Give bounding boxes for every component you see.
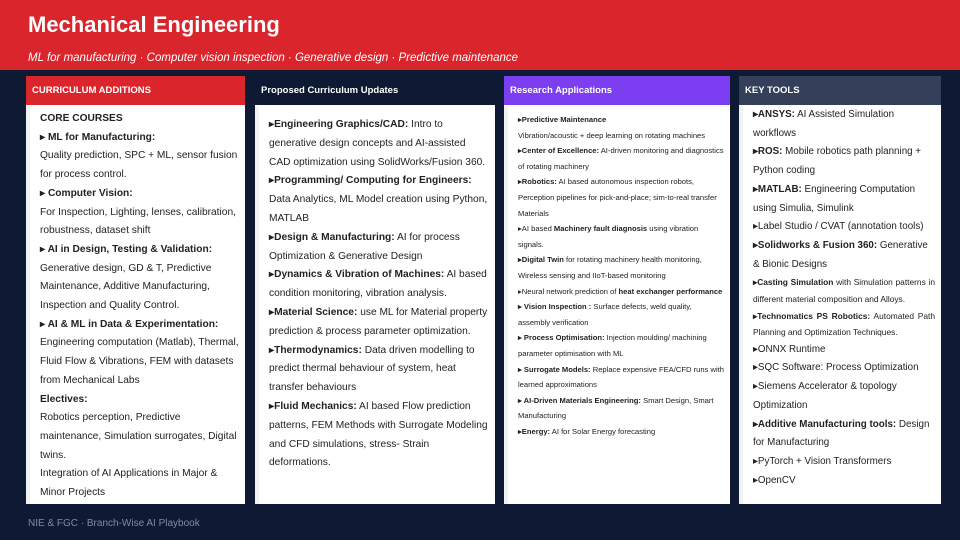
line-text: ▸ONNX Runtime [753, 343, 826, 355]
line-text: ▸Neural network prediction of [518, 286, 619, 296]
card-line [518, 112, 724, 128]
line-heading: ▸ AI-Driven Materials Engineering: [518, 395, 641, 405]
card-line [40, 316, 239, 335]
card-line [753, 416, 935, 453]
line-text: AI Assisted Simulation workflows [753, 109, 895, 139]
line-text: Smart Design, Smart Manufacturing [518, 395, 714, 421]
card-title: Proposed Curriculum Updates [255, 76, 495, 105]
line-heading: ▸Center of Excellence: [518, 146, 600, 156]
card-body [255, 106, 495, 504]
card-line [753, 237, 935, 274]
card-line [753, 106, 935, 143]
card-line [518, 393, 724, 424]
page-subtitle: ML for manufacturing · Computer vision inspection · Generative design · Predictive maintenance [28, 52, 519, 64]
line-text: Integration of AI Applications in Major & Minor Projects [40, 468, 218, 499]
card-line [40, 241, 239, 260]
line-text: AI based Flow prediction patterns, FEM Methods with Surrogate Modeling and CFD simulations, stress- Strain deformations. [269, 400, 488, 469]
card-title: Research Applications [504, 76, 730, 105]
card-line [518, 174, 724, 205]
line-text: Generative design, GD & T, Predictive Maintenance, Additive Manufacturing, Inspection and Quality Control. [40, 262, 212, 312]
line-heading: ▸Design & Manufacturing: [269, 231, 395, 243]
card-line [753, 181, 935, 218]
line-text: ▸OpenCV [753, 474, 796, 486]
card-line [753, 472, 935, 491]
card-line [269, 266, 489, 304]
card-line [518, 206, 724, 222]
card-body [26, 106, 245, 504]
line-heading: ▸Thermodynamics: [269, 344, 362, 356]
card-key-tools [739, 76, 941, 504]
line-text: Generative & Bionic Designs [753, 239, 928, 270]
line-text: Intro to generative design concepts and AI-assisted CAD optimization using SolidWorks/Fusion 360. [269, 119, 486, 168]
line-heading: ▸Robotics: [518, 177, 557, 187]
line-text: Mobile robotics path planning + Python coding [753, 146, 922, 177]
card-line [518, 128, 724, 144]
card-line [753, 453, 935, 472]
card-line [753, 341, 935, 360]
line-heading: ▸Digital Twin [518, 255, 564, 265]
line-heading: Electives: [40, 393, 88, 405]
card-line [269, 116, 489, 172]
card-line [518, 221, 724, 252]
line-heading: heat exchanger performance [618, 286, 723, 296]
line-text: Injection moulding/ machining parameter optimisation with ML [518, 333, 707, 358]
line-text: Data Analytics, ML Model creation using Python, MATLAB [269, 194, 488, 224]
line-text: ▸SQC Software: Process Optimization [753, 362, 919, 374]
line-text: Surface defects, weld quality, assembly verification [518, 302, 692, 327]
line-heading: ▸ROS: [753, 146, 783, 158]
line-text: Engineering Computation using Simulia, Simulink [753, 183, 916, 214]
line-heading: ▸Material Science: [269, 306, 358, 318]
line-text: Replace expensive FEA/CFD runs with learned approximations [518, 364, 724, 390]
card-line [40, 147, 239, 184]
card-line [40, 129, 239, 148]
line-text: For Inspection, Lighting, lenses, calibration, robustness, dataset shift [40, 206, 236, 237]
card-line [40, 204, 239, 241]
card-line [269, 172, 489, 228]
line-heading: ▸Technomatics PS Robotics: [753, 310, 871, 321]
page-title: Mechanical Engineering [28, 12, 280, 37]
line-text: ▸Label Studio / CVAT (annotation tools) [753, 221, 924, 233]
line-text: Quality prediction, SPC + ML, sensor fusion for process control. [40, 150, 238, 181]
line-text: ▸Siemens Accelerator & topology Optimization [753, 381, 897, 411]
line-text: ▸AI based [518, 224, 554, 234]
line-heading: Machinery fault diagnosis [553, 224, 648, 234]
line-heading: ▸ ML for Manufacturing: [40, 131, 156, 143]
card-line [518, 424, 724, 440]
line-text: Design for Manufacturing [753, 418, 930, 449]
line-text: ▸PyTorch + Vision Transformers [753, 455, 892, 467]
line-heading: ▸ANSYS: [753, 109, 795, 120]
card-line [753, 378, 935, 415]
card-line [269, 342, 489, 398]
line-heading: ▸Additive Manufacturing tools: [753, 418, 897, 430]
card-line [269, 229, 489, 267]
line-text: for rotating machinery health monitoring, Wireless sensing and IIoT-based monitoring [518, 255, 702, 280]
line-text: Vibration/acoustic + deep learning on rotating machines [518, 130, 706, 140]
line-text: use ML for Material property prediction & process parameter optimization. [269, 306, 488, 337]
card-line [40, 260, 239, 316]
line-text: Data driven modelling to predict thermal behaviour of system, heat transfer behaviours [269, 344, 475, 394]
line-heading: CORE COURSES [40, 113, 123, 124]
line-heading: ▸Dynamics & Vibration of Machines: [269, 269, 445, 281]
line-text: AI for process Optimization & Generative Design [269, 231, 460, 262]
line-heading: ▸Engineering Graphics/CAD: [269, 119, 409, 130]
line-heading: ▸ AI in Design, Testing & Validation: [40, 243, 213, 255]
card-line [753, 359, 935, 378]
card-line [518, 143, 724, 174]
card-line [40, 110, 239, 129]
card-title: KEY TOOLS [739, 76, 941, 105]
card-curriculum-additions [26, 76, 245, 504]
card-research-applications [504, 76, 730, 504]
card-line [40, 334, 239, 390]
card-line [40, 391, 239, 410]
card-line [753, 274, 935, 307]
line-text: Robotics perception, Predictive maintenance, Simulation surrogates, Digital twins. [40, 412, 237, 461]
card-line [518, 362, 724, 393]
line-heading: ▸ Process Optimisation: [518, 333, 605, 343]
line-text: with Simulation patterns in different material composition and Alloys. [753, 277, 935, 304]
card-title: CURRICULUM ADDITIONS [26, 76, 245, 105]
line-heading: ▸Programming/ Computing for Engineers: [269, 175, 472, 187]
line-heading: ▸ AI & ML in Data & Experimentation: [40, 318, 219, 330]
card-line [518, 330, 724, 361]
card-line [518, 252, 724, 283]
line-heading: ▸Solidworks & Fusion 360: [753, 239, 878, 251]
line-heading: ▸Casting Simulation [753, 277, 834, 288]
line-text: AI for Solar Energy forecasting [550, 426, 656, 436]
line-text: using vibration signals. [518, 224, 699, 249]
line-text: Automated Path Planning and Optimization Techniques. [753, 310, 935, 338]
card-line [518, 299, 724, 330]
card-line [753, 218, 935, 237]
line-text: AI-driven monitoring and diagnostics of rotating machinery [518, 146, 724, 171]
line-text: Engineering computation (Matlab), Thermal, Fluid Flow & Vibrations, FEM with datasets from Mechanical Labs [40, 337, 239, 386]
line-text: Materials [518, 208, 549, 218]
card-line [40, 185, 239, 204]
line-heading: ▸Fluid Mechanics: [269, 400, 357, 412]
header-bar [0, 0, 960, 70]
card-line [269, 304, 489, 342]
line-text: AI based autonomous inspection robots, Perception pipelines for pick-and-place; sim-to-real transfer [518, 177, 717, 202]
card-body [739, 106, 941, 504]
card-line [269, 398, 489, 473]
line-heading: ▸ Vision Inspection : [518, 302, 592, 312]
card-line [753, 143, 935, 180]
card-body [504, 106, 730, 504]
line-heading: ▸ Computer Vision: [40, 187, 133, 199]
line-heading: ▸MATLAB: [753, 183, 802, 195]
card-line [753, 308, 935, 341]
line-heading: ▸Predictive Maintenance [518, 115, 607, 124]
card-line [518, 284, 724, 300]
line-heading: ▸Energy: [518, 426, 551, 436]
card-line [40, 465, 239, 502]
line-text: AI based condition monitoring, vibration analysis. [269, 269, 487, 300]
card-proposed-updates [255, 76, 495, 504]
footer-text: NIE & FGC · Branch-Wise AI Playbook [28, 518, 200, 529]
card-line [40, 409, 239, 465]
line-heading: ▸ Surrogate Models: [518, 364, 591, 374]
